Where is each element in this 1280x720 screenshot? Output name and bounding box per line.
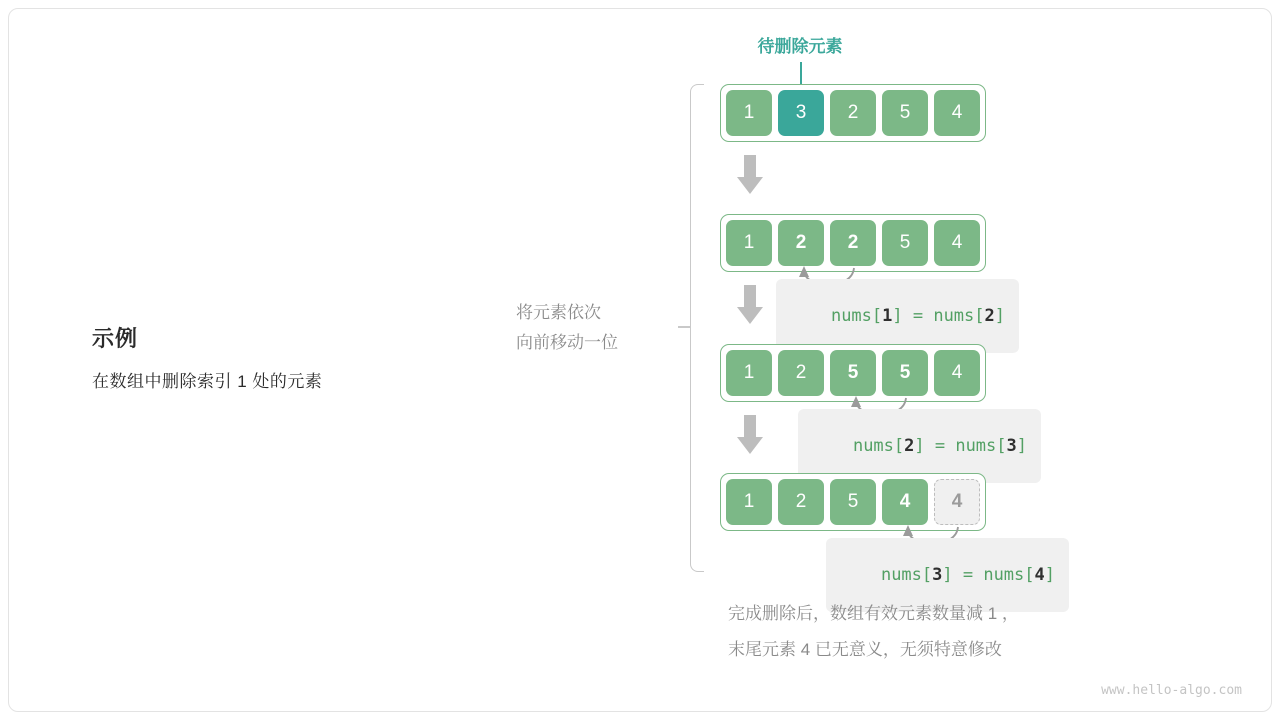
array-cell: 5 xyxy=(882,90,928,136)
code-mid: ] = nums[ xyxy=(914,436,1007,456)
group-bracket xyxy=(690,84,704,572)
code-assignment-step2 xyxy=(798,409,1041,483)
page-title: 示例 xyxy=(92,326,139,351)
code-assignment-step1 xyxy=(776,279,1019,353)
array-cell: 5 xyxy=(882,350,928,396)
code-mid: ] = nums[ xyxy=(892,306,985,326)
group-bracket-nub xyxy=(678,326,691,328)
array-cell: 2 xyxy=(830,220,876,266)
deleted-element-label: 待删除元素 xyxy=(757,37,843,56)
page-subtitle: 在数组中删除索引 1 处的元素 xyxy=(92,372,323,391)
array-cell: 1 xyxy=(726,479,772,525)
array-cell: 4 xyxy=(934,350,980,396)
middle-note-line2: 向前移动一位 xyxy=(516,333,618,352)
middle-note-line1: 将元素依次 xyxy=(516,303,601,322)
array-cell: 2 xyxy=(778,479,824,525)
down-arrow-icon xyxy=(737,285,763,325)
code-prefix: nums[ xyxy=(880,565,933,585)
array-cell: 4 xyxy=(934,90,980,136)
down-arrow-icon xyxy=(737,155,763,195)
array-cell: 2 xyxy=(778,350,824,396)
array-cell: 1 xyxy=(726,220,772,266)
code-index-left: 2 xyxy=(904,436,915,456)
deleted-element-pointer-line xyxy=(800,62,802,84)
array-cell: 5 xyxy=(830,479,876,525)
array-cell-highlighted: 3 xyxy=(778,90,824,136)
array-cell: 5 xyxy=(882,220,928,266)
code-index-right: 3 xyxy=(1006,436,1017,456)
code-index-left: 1 xyxy=(882,306,893,326)
array-cell: 1 xyxy=(726,90,772,136)
array-row-initial xyxy=(720,84,986,142)
down-arrow-icon xyxy=(737,415,763,455)
array-row-step1 xyxy=(720,214,986,272)
code-mid: ] = nums[ xyxy=(942,565,1035,585)
array-cell: 4 xyxy=(882,479,928,525)
code-suffix: ] xyxy=(1016,436,1028,456)
array-cell: 1 xyxy=(726,350,772,396)
array-cell: 4 xyxy=(934,220,980,266)
array-cell: 5 xyxy=(830,350,876,396)
array-cell-invalid: 4 xyxy=(934,479,980,525)
bottom-note xyxy=(728,596,1198,668)
middle-note xyxy=(516,298,676,358)
bottom-note-line2: 末尾元素 4 已无意义，无须特意修改 xyxy=(728,640,1002,659)
array-cell: 2 xyxy=(778,220,824,266)
code-index-right: 4 xyxy=(1034,565,1045,585)
code-index-right: 2 xyxy=(984,306,995,326)
array-row-step2 xyxy=(720,344,986,402)
code-prefix: nums[ xyxy=(852,436,905,456)
bottom-note-line1: 完成删除后，数组有效元素数量减 1 ， xyxy=(728,604,1019,623)
array-cell: 2 xyxy=(830,90,876,136)
code-prefix: nums[ xyxy=(830,306,883,326)
array-row-step3 xyxy=(720,473,986,531)
code-suffix: ] xyxy=(994,306,1006,326)
code-suffix: ] xyxy=(1044,565,1056,585)
watermark: www.hello-algo.com xyxy=(1101,683,1242,698)
code-index-left: 3 xyxy=(932,565,943,585)
